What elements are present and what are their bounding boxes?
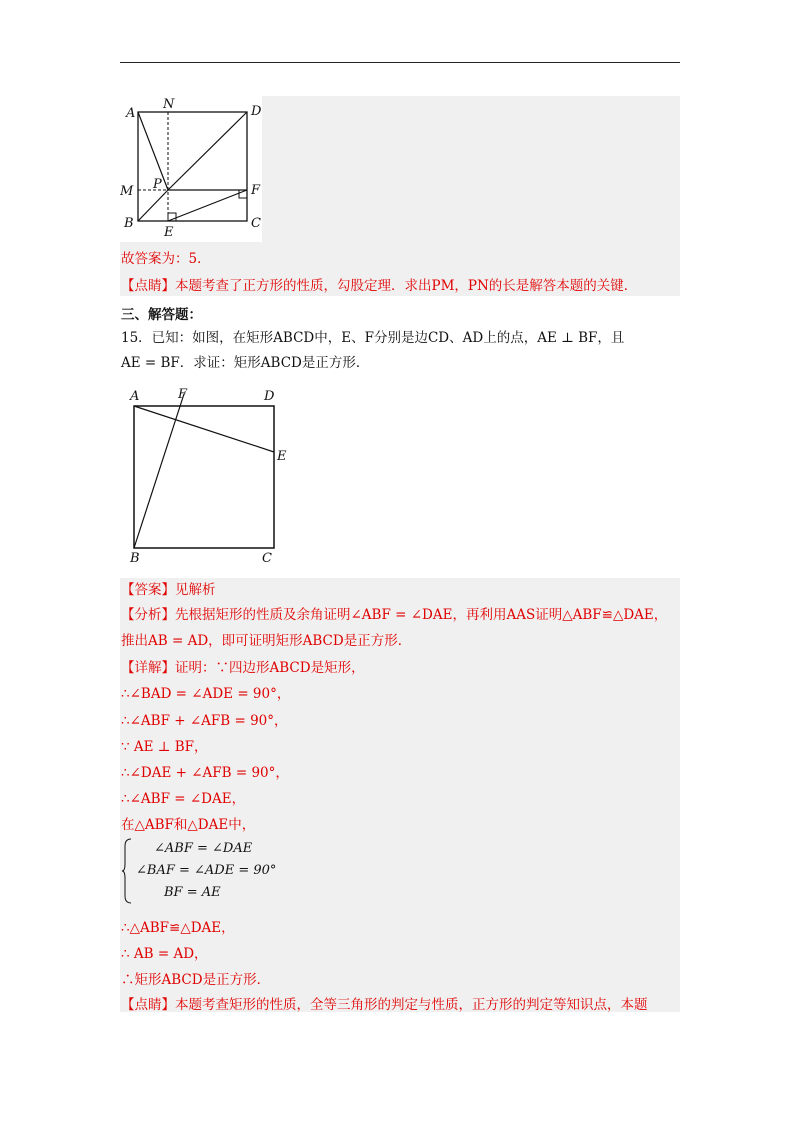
comment-1: 【点睛】本题考查了正方形的性质，勾股定理．求出PM，PN的长是解答本题的关键．	[121, 278, 638, 294]
detail-line: 【详解】证明：∵四边形ABCD是矩形，	[121, 660, 365, 676]
analysis-line-1: 【分析】先根据矩形的性质及余角证明∠ABF = ∠DAE，再利用AAS证明△ABF≌△DAE，	[121, 607, 668, 623]
label-E2: E	[277, 449, 287, 464]
answer-line: 故答案为：5．	[121, 251, 211, 267]
step-3: ∵ AE ⊥ BF，	[121, 739, 208, 755]
conclusion-3: ∴矩形ABCD是正方形．	[121, 972, 271, 988]
label-P: P	[153, 177, 162, 192]
label-C: C	[251, 216, 261, 231]
label-D2: D	[264, 389, 275, 404]
section-heading: 三、解答题：	[121, 307, 202, 323]
label-F2: F	[178, 387, 188, 402]
conclusion-1: ∴△ABF≌△DAE，	[121, 920, 235, 936]
square-figure-1	[120, 96, 270, 242]
label-E: E	[164, 225, 174, 240]
system-eq-3: BF = AE	[164, 885, 221, 900]
problem-line-1: 15．已知：如图，在矩形ABCD中，E、F分别是边CD、AD上的点，AE ⊥ BF，且	[121, 330, 625, 346]
step-4: ∴∠DAE + ∠AFB = 90°，	[121, 765, 289, 781]
label-B2: B	[130, 551, 140, 566]
analysis-line-2: 推出AB = AD，即可证明矩形ABCD是正方形．	[121, 633, 412, 649]
answer-label: 【答案】见解析	[121, 582, 216, 598]
label-A: A	[126, 106, 136, 121]
comment-2: 【点睛】本题考查矩形的性质，全等三角形的判定与性质，正方形的判定等知识点，本题	[121, 997, 648, 1013]
label-A2: A	[130, 389, 140, 404]
label-F: F	[251, 183, 261, 198]
system-eq-1: ∠ABF = ∠DAE	[154, 841, 253, 856]
brace-icon	[122, 838, 132, 904]
step-5: ∴∠ABF = ∠DAE，	[121, 791, 246, 807]
equation-system	[122, 838, 282, 904]
problem-line-2: AE = BF．求证：矩形ABCD是正方形．	[121, 355, 370, 371]
step-1: ∴∠BAD = ∠ADE = 90°，	[121, 686, 291, 702]
label-B: B	[124, 216, 134, 231]
step-2: ∴∠ABF + ∠AFB = 90°，	[121, 713, 288, 729]
step-6: 在△ABF和△DAE中，	[121, 817, 256, 833]
label-D: D	[251, 104, 262, 119]
conclusion-2: ∴ AB = AD，	[121, 946, 208, 962]
label-C2: C	[262, 551, 272, 566]
label-N: N	[163, 97, 175, 112]
system-eq-2: ∠BAF = ∠ADE = 90°	[136, 863, 277, 878]
rectangle-figure-2	[124, 384, 304, 566]
header-rule	[120, 62, 680, 63]
label-M: M	[120, 184, 134, 199]
